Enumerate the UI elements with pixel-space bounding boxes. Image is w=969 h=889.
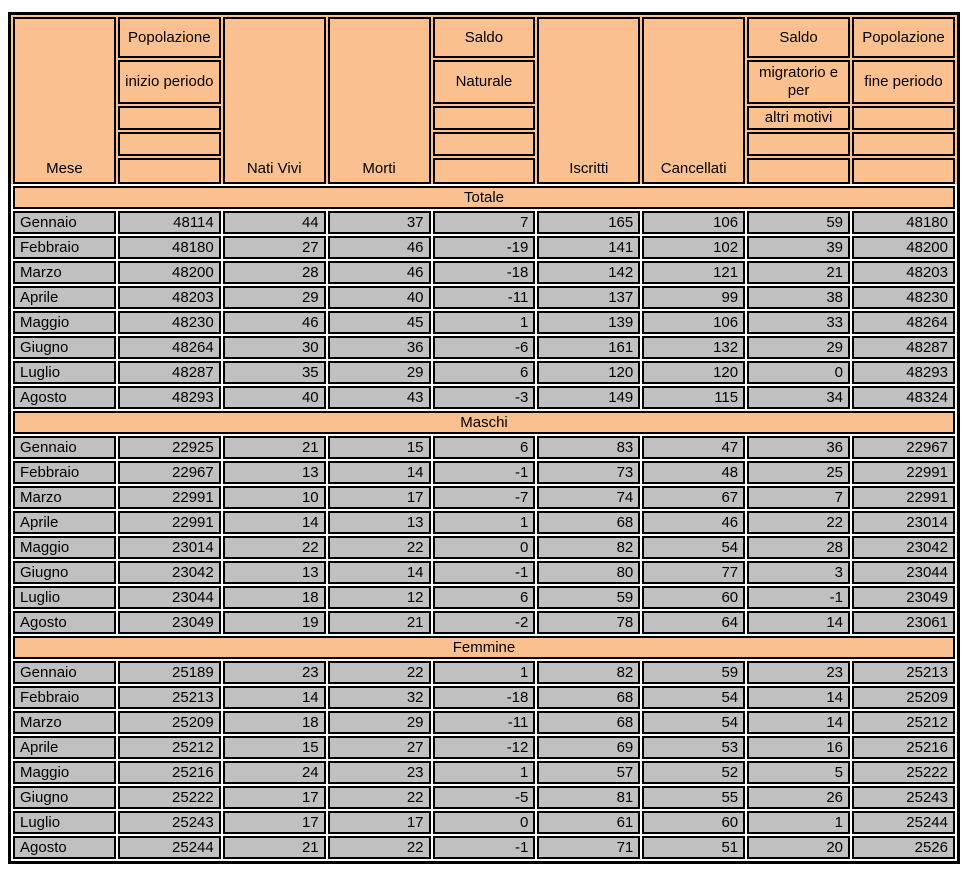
value-cell: 26 (747, 786, 850, 809)
value-cell: 22967 (118, 461, 221, 484)
data-row (13, 611, 955, 634)
month-cell: Febbraio (13, 236, 116, 259)
data-row (13, 761, 955, 784)
value-cell: 77 (642, 561, 745, 584)
value-cell: 28 (747, 536, 850, 559)
value-cell: 1 (433, 511, 536, 534)
header-cell-mese: Mese (13, 17, 116, 184)
value-cell: 20 (747, 836, 850, 859)
value-cell: 48 (642, 461, 745, 484)
data-row (13, 511, 955, 534)
value-cell: 43 (328, 386, 431, 409)
value-cell: 53 (642, 736, 745, 759)
value-cell: 23044 (118, 586, 221, 609)
header-cell-saldo-migratorio-line1: Saldo (747, 17, 850, 58)
value-cell: 25213 (852, 661, 955, 684)
value-cell: 48180 (852, 211, 955, 234)
value-cell: 17 (223, 786, 326, 809)
header-cell-popolazione-fine-line1: Popolazione (852, 17, 955, 58)
month-cell: Marzo (13, 711, 116, 734)
value-cell: -7 (433, 486, 536, 509)
value-cell: -1 (433, 836, 536, 859)
value-cell: 33 (747, 311, 850, 334)
header-cell-iscritti: Iscritti (537, 17, 640, 184)
data-row (13, 786, 955, 809)
value-cell: 23061 (852, 611, 955, 634)
value-cell: 1 (747, 811, 850, 834)
header-cell-empty (852, 132, 955, 156)
value-cell: 48264 (118, 336, 221, 359)
value-cell: 25243 (118, 811, 221, 834)
value-cell: 23044 (852, 561, 955, 584)
value-cell: 48230 (118, 311, 221, 334)
month-cell: Aprile (13, 286, 116, 309)
value-cell: 13 (328, 511, 431, 534)
value-cell: 48200 (852, 236, 955, 259)
value-cell: 2526 (852, 836, 955, 859)
header-cell-empty (433, 106, 536, 130)
data-row (13, 711, 955, 734)
value-cell: 48287 (118, 361, 221, 384)
value-cell: 25189 (118, 661, 221, 684)
value-cell: 16 (747, 736, 850, 759)
value-cell: 25212 (852, 711, 955, 734)
value-cell: 102 (642, 236, 745, 259)
section-band-row (13, 186, 955, 209)
value-cell: 3 (747, 561, 850, 584)
value-cell: 1 (433, 311, 536, 334)
month-cell: Giugno (13, 561, 116, 584)
value-cell: 48293 (118, 386, 221, 409)
value-cell: 13 (223, 561, 326, 584)
value-cell: 28 (223, 261, 326, 284)
value-cell: 139 (537, 311, 640, 334)
value-cell: -11 (433, 711, 536, 734)
value-cell: 60 (642, 811, 745, 834)
header-cell-popolazione-fine-line2: fine periodo (852, 60, 955, 104)
value-cell: 45 (328, 311, 431, 334)
value-cell: 61 (537, 811, 640, 834)
data-row (13, 811, 955, 834)
value-cell: 18 (223, 711, 326, 734)
month-cell: Gennaio (13, 436, 116, 459)
section-title: Maschi (13, 411, 955, 434)
data-row (13, 586, 955, 609)
value-cell: 71 (537, 836, 640, 859)
value-cell: 83 (537, 436, 640, 459)
value-cell: -1 (433, 461, 536, 484)
value-cell: -18 (433, 686, 536, 709)
value-cell: 23 (747, 661, 850, 684)
value-cell: 54 (642, 711, 745, 734)
data-row (13, 336, 955, 359)
value-cell: 22 (328, 836, 431, 859)
value-cell: 54 (642, 536, 745, 559)
value-cell: 23014 (852, 511, 955, 534)
value-cell: 46 (328, 261, 431, 284)
value-cell: 67 (642, 486, 745, 509)
value-cell: 18 (223, 586, 326, 609)
value-cell: 82 (537, 661, 640, 684)
value-cell: 120 (642, 361, 745, 384)
header-cell-saldo-naturale-line2: Naturale (433, 60, 536, 104)
value-cell: 55 (642, 786, 745, 809)
value-cell: 21 (328, 611, 431, 634)
value-cell: 48324 (852, 386, 955, 409)
value-cell: 32 (328, 686, 431, 709)
value-cell: 142 (537, 261, 640, 284)
value-cell: 59 (642, 661, 745, 684)
value-cell: 22991 (118, 511, 221, 534)
month-cell: Agosto (13, 836, 116, 859)
month-cell: Luglio (13, 811, 116, 834)
data-row (13, 536, 955, 559)
value-cell: 14 (747, 611, 850, 634)
value-cell: 36 (747, 436, 850, 459)
value-cell: 6 (433, 436, 536, 459)
value-cell: 80 (537, 561, 640, 584)
value-cell: 40 (223, 386, 326, 409)
value-cell: 120 (537, 361, 640, 384)
value-cell: 25244 (852, 811, 955, 834)
month-cell: Marzo (13, 261, 116, 284)
value-cell: -2 (433, 611, 536, 634)
value-cell: 22991 (852, 461, 955, 484)
section-band-row (13, 411, 955, 434)
value-cell: 54 (642, 686, 745, 709)
data-row (13, 211, 955, 234)
value-cell: 14 (223, 511, 326, 534)
value-cell: -3 (433, 386, 536, 409)
month-cell: Luglio (13, 586, 116, 609)
value-cell: 25216 (852, 736, 955, 759)
data-row (13, 386, 955, 409)
month-cell: Aprile (13, 511, 116, 534)
month-cell: Giugno (13, 786, 116, 809)
value-cell: 14 (328, 561, 431, 584)
value-cell: 165 (537, 211, 640, 234)
value-cell: 59 (747, 211, 850, 234)
value-cell: -6 (433, 336, 536, 359)
header-cell-empty (852, 106, 955, 130)
value-cell: -19 (433, 236, 536, 259)
header-cell-empty (747, 132, 850, 156)
data-row (13, 686, 955, 709)
header-cell-popolazione-inizio-line1: Popolazione (118, 17, 221, 58)
value-cell: 69 (537, 736, 640, 759)
value-cell: 22991 (118, 486, 221, 509)
value-cell: 48114 (118, 211, 221, 234)
value-cell: 137 (537, 286, 640, 309)
data-row (13, 436, 955, 459)
value-cell: 23 (223, 661, 326, 684)
month-cell: Maggio (13, 311, 116, 334)
value-cell: 27 (328, 736, 431, 759)
month-cell: Maggio (13, 761, 116, 784)
header-cell-saldo-naturale-line1: Saldo (433, 17, 536, 58)
value-cell: 48203 (852, 261, 955, 284)
value-cell: 29 (747, 336, 850, 359)
month-cell: Gennaio (13, 661, 116, 684)
header-cell-empty (433, 132, 536, 156)
header-cell-empty (118, 158, 221, 184)
value-cell: 48293 (852, 361, 955, 384)
table-body (13, 186, 955, 859)
value-cell: 44 (223, 211, 326, 234)
header-row-5 (13, 158, 955, 184)
header-cell-saldo-migratorio-line2: migratorio e per (747, 60, 850, 104)
value-cell: 7 (747, 486, 850, 509)
value-cell: 161 (537, 336, 640, 359)
value-cell: 34 (747, 386, 850, 409)
value-cell: 13 (223, 461, 326, 484)
header-row-2 (13, 60, 955, 104)
value-cell: 22925 (118, 436, 221, 459)
value-cell: 17 (223, 811, 326, 834)
value-cell: 12 (328, 586, 431, 609)
value-cell: 30 (223, 336, 326, 359)
value-cell: 22 (328, 536, 431, 559)
value-cell: 48200 (118, 261, 221, 284)
data-row (13, 561, 955, 584)
header-row-1 (13, 17, 955, 58)
value-cell: 25222 (118, 786, 221, 809)
value-cell: 25216 (118, 761, 221, 784)
value-cell: 74 (537, 486, 640, 509)
value-cell: 1 (433, 761, 536, 784)
header-cell-saldo-migratorio-line3: altri motivi (747, 106, 850, 130)
header-cell-morti: Morti (328, 17, 431, 184)
value-cell: 39 (747, 236, 850, 259)
value-cell: 59 (537, 586, 640, 609)
value-cell: 121 (642, 261, 745, 284)
value-cell: 15 (223, 736, 326, 759)
value-cell: 25212 (118, 736, 221, 759)
value-cell: 25213 (118, 686, 221, 709)
data-row (13, 311, 955, 334)
value-cell: 14 (747, 686, 850, 709)
value-cell: 81 (537, 786, 640, 809)
value-cell: 5 (747, 761, 850, 784)
value-cell: 23014 (118, 536, 221, 559)
value-cell: -1 (433, 561, 536, 584)
value-cell: 1 (433, 661, 536, 684)
value-cell: 21 (223, 836, 326, 859)
value-cell: 51 (642, 836, 745, 859)
data-row (13, 261, 955, 284)
value-cell: 14 (747, 711, 850, 734)
value-cell: 29 (328, 361, 431, 384)
value-cell: 29 (223, 286, 326, 309)
data-row (13, 286, 955, 309)
header-cell-empty (118, 106, 221, 130)
month-cell: Agosto (13, 386, 116, 409)
section-band-row (13, 636, 955, 659)
value-cell: 14 (223, 686, 326, 709)
value-cell: 21 (747, 261, 850, 284)
month-cell: Luglio (13, 361, 116, 384)
value-cell: 64 (642, 611, 745, 634)
section-title: Femmine (13, 636, 955, 659)
value-cell: 23049 (852, 586, 955, 609)
month-cell: Gennaio (13, 211, 116, 234)
header-cell-empty (747, 158, 850, 184)
month-cell: Agosto (13, 611, 116, 634)
value-cell: 19 (223, 611, 326, 634)
value-cell: 73 (537, 461, 640, 484)
header-cell-empty (852, 158, 955, 184)
value-cell: 35 (223, 361, 326, 384)
table-frame (8, 12, 960, 864)
value-cell: 0 (747, 361, 850, 384)
value-cell: 25243 (852, 786, 955, 809)
month-cell: Febbraio (13, 461, 116, 484)
value-cell: 22 (747, 511, 850, 534)
section-title: Totale (13, 186, 955, 209)
month-cell: Aprile (13, 736, 116, 759)
value-cell: 23042 (118, 561, 221, 584)
value-cell: 37 (328, 211, 431, 234)
month-cell: Marzo (13, 486, 116, 509)
value-cell: 23049 (118, 611, 221, 634)
value-cell: 23042 (852, 536, 955, 559)
value-cell: 17 (328, 486, 431, 509)
value-cell: 48180 (118, 236, 221, 259)
value-cell: 38 (747, 286, 850, 309)
population-table-body (11, 184, 957, 861)
value-cell: 48203 (118, 286, 221, 309)
data-row (13, 661, 955, 684)
data-row (13, 361, 955, 384)
value-cell: 6 (433, 361, 536, 384)
value-cell: 115 (642, 386, 745, 409)
value-cell: 23 (328, 761, 431, 784)
value-cell: 27 (223, 236, 326, 259)
value-cell: 52 (642, 761, 745, 784)
data-row (13, 486, 955, 509)
month-cell: Maggio (13, 536, 116, 559)
value-cell: 68 (537, 511, 640, 534)
value-cell: 21 (223, 436, 326, 459)
header-row-4 (13, 132, 955, 156)
value-cell: -12 (433, 736, 536, 759)
value-cell: 36 (328, 336, 431, 359)
header-row-3 (13, 106, 955, 130)
value-cell: -18 (433, 261, 536, 284)
value-cell: 22967 (852, 436, 955, 459)
value-cell: 25244 (118, 836, 221, 859)
header-cell-empty (118, 132, 221, 156)
value-cell: 46 (642, 511, 745, 534)
header-cell-nati-vivi: Nati Vivi (223, 17, 326, 184)
value-cell: 0 (433, 811, 536, 834)
value-cell: 29 (328, 711, 431, 734)
data-row (13, 236, 955, 259)
month-cell: Giugno (13, 336, 116, 359)
value-cell: 14 (328, 461, 431, 484)
value-cell: 99 (642, 286, 745, 309)
value-cell: -11 (433, 286, 536, 309)
value-cell: 17 (328, 811, 431, 834)
value-cell: 22 (223, 536, 326, 559)
value-cell: 25209 (852, 686, 955, 709)
value-cell: 48287 (852, 336, 955, 359)
value-cell: 106 (642, 211, 745, 234)
value-cell: 68 (537, 711, 640, 734)
data-row (13, 836, 955, 859)
value-cell: 48264 (852, 311, 955, 334)
value-cell: 25209 (118, 711, 221, 734)
value-cell: 132 (642, 336, 745, 359)
value-cell: 24 (223, 761, 326, 784)
value-cell: 0 (433, 536, 536, 559)
value-cell: 68 (537, 686, 640, 709)
value-cell: 47 (642, 436, 745, 459)
value-cell: -1 (747, 586, 850, 609)
value-cell: 25 (747, 461, 850, 484)
population-table-header (11, 15, 957, 186)
value-cell: 57 (537, 761, 640, 784)
value-cell: 7 (433, 211, 536, 234)
month-cell: Febbraio (13, 686, 116, 709)
value-cell: 6 (433, 586, 536, 609)
value-cell: 106 (642, 311, 745, 334)
value-cell: 10 (223, 486, 326, 509)
value-cell: 22 (328, 661, 431, 684)
header-cell-popolazione-inizio-line2: inizio periodo (118, 60, 221, 104)
header-cell-cancellati: Cancellati (642, 17, 745, 184)
value-cell: 15 (328, 436, 431, 459)
value-cell: -5 (433, 786, 536, 809)
data-row (13, 736, 955, 759)
value-cell: 22991 (852, 486, 955, 509)
header-cell-empty (433, 158, 536, 184)
value-cell: 46 (328, 236, 431, 259)
value-cell: 141 (537, 236, 640, 259)
value-cell: 40 (328, 286, 431, 309)
value-cell: 82 (537, 536, 640, 559)
value-cell: 60 (642, 586, 745, 609)
value-cell: 48230 (852, 286, 955, 309)
data-row (13, 461, 955, 484)
value-cell: 25222 (852, 761, 955, 784)
value-cell: 149 (537, 386, 640, 409)
value-cell: 22 (328, 786, 431, 809)
value-cell: 78 (537, 611, 640, 634)
value-cell: 46 (223, 311, 326, 334)
